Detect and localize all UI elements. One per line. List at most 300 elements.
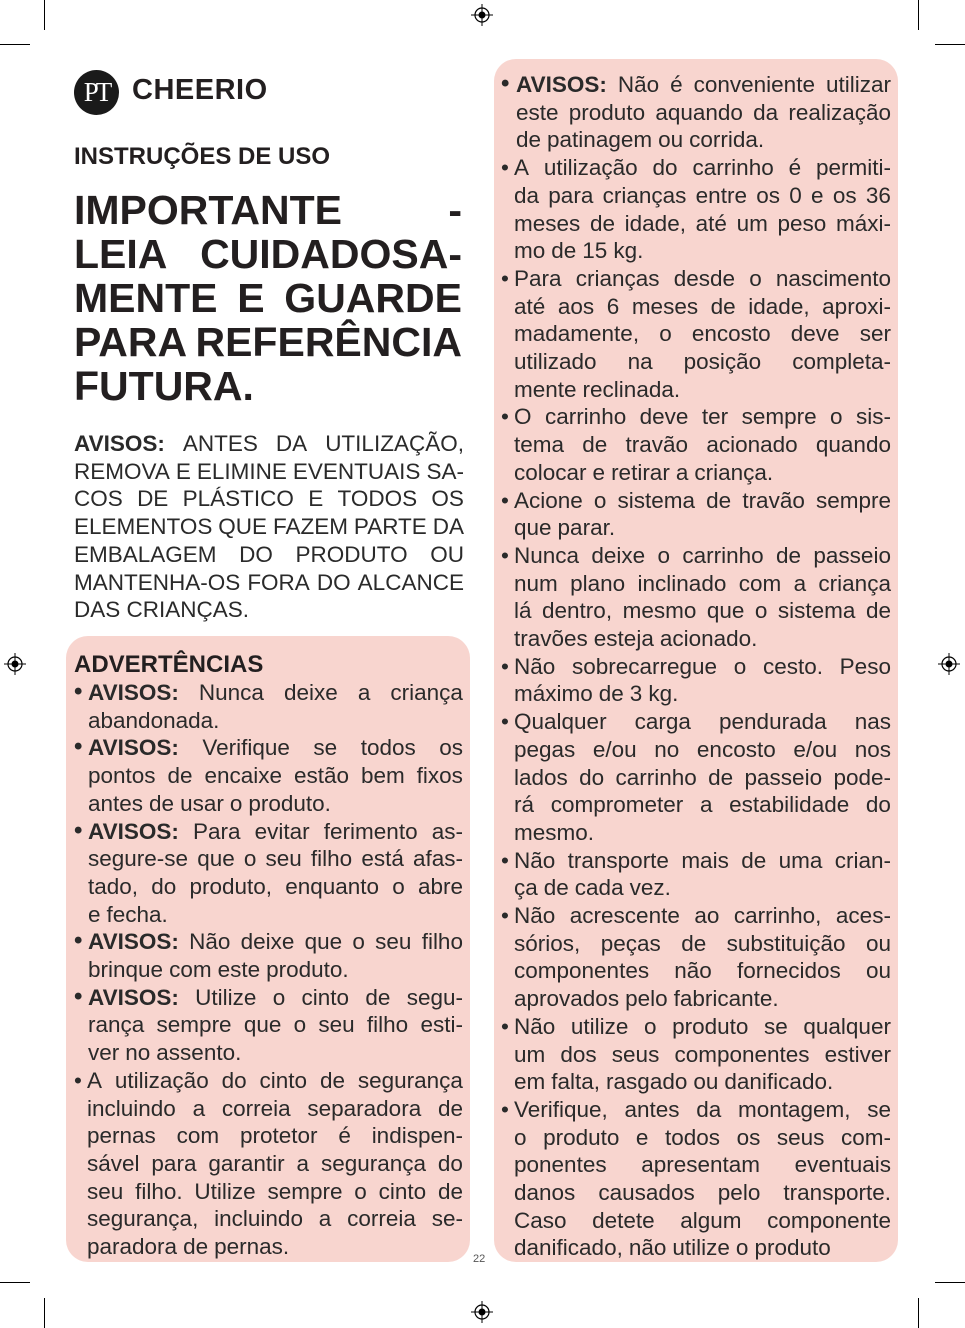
warning-word: o — [392, 873, 405, 899]
intro-warning-word: UTILIZAÇÃO, — [325, 431, 464, 456]
warning-word: se — [867, 1096, 891, 1122]
warning-line — [514, 431, 891, 459]
warning-word: de — [365, 984, 391, 1010]
warning-word: sempre — [156, 1012, 232, 1038]
warning-word: estiver — [824, 1041, 891, 1067]
warning-word: carrinho — [692, 155, 774, 181]
headline-word: LEIA — [74, 231, 168, 277]
warning-text — [514, 653, 891, 708]
intro-warning-word: ELEMENTOS — [74, 514, 213, 540]
warning-word: Não — [514, 903, 556, 928]
warning-line — [87, 1205, 463, 1233]
warning-line — [514, 625, 891, 653]
warning-word: é — [788, 155, 802, 181]
registration-mark-icon — [471, 1301, 493, 1323]
warning-word: qualquer — [803, 1013, 891, 1039]
warning-word: brinque — [88, 957, 164, 982]
bullet-icon: • — [74, 733, 83, 761]
warning-word: um — [514, 1041, 546, 1067]
warning-line — [514, 154, 891, 182]
warning-word: aprovados — [514, 986, 620, 1012]
warning-word: aproxi- — [822, 293, 891, 319]
warning-line — [516, 99, 891, 127]
warning-word: da — [514, 182, 540, 208]
warning-word: que — [514, 515, 552, 541]
warning-word: Verifique, — [514, 1096, 608, 1122]
warning-word: o — [754, 598, 768, 624]
warning-word: filho. — [135, 1178, 183, 1204]
warning-word: cada — [574, 875, 624, 901]
warning-line — [516, 126, 891, 154]
intro-warning-word: OS — [431, 486, 464, 512]
warning-word: o — [749, 265, 762, 291]
warning-word: nos — [854, 736, 891, 762]
warning-word: Não — [514, 1013, 556, 1039]
warning-word: transporte — [567, 847, 669, 873]
warning-word: segu- — [406, 984, 463, 1010]
warning-word: de — [710, 293, 736, 319]
warning-word: pelo — [625, 986, 668, 1012]
warning-word: se- — [431, 1206, 463, 1232]
warning-word: Caso — [514, 1207, 567, 1233]
warning-text — [87, 1067, 463, 1261]
warning-word: todos — [664, 1124, 721, 1150]
warning-word: ou — [865, 958, 891, 984]
crop-mark — [44, 1298, 45, 1328]
warning-word: e — [811, 182, 824, 208]
warning-word: mais — [681, 847, 729, 873]
warning-word: de — [437, 1095, 463, 1121]
warning-word: de — [167, 763, 193, 789]
warning-line — [88, 845, 463, 873]
warning-word: deixe — [284, 680, 338, 705]
intro-warning-word: EVENTUAIS — [292, 458, 421, 484]
warning-word: paradora — [87, 1234, 178, 1260]
warning-word: cinto — [301, 984, 350, 1010]
warning-word: do — [151, 873, 177, 899]
intro-warning-word: DE — [137, 486, 169, 512]
warning-word: bem — [360, 763, 405, 789]
headline-word: IMPORTANTE — [74, 187, 343, 233]
warning-word: esteja — [593, 626, 654, 651]
warning-word: esti- — [420, 1012, 463, 1038]
warning-line — [514, 237, 891, 265]
warning-word: de — [319, 1067, 345, 1093]
warning-word: os — [736, 1124, 761, 1150]
headline-word: FUTURA. — [74, 363, 254, 409]
warning-line — [514, 348, 891, 376]
warning-word: danificado, — [514, 1235, 623, 1261]
warning-word: colocar — [514, 459, 587, 485]
warning-word: lá — [514, 598, 532, 624]
warning-word: este — [217, 957, 261, 982]
warning-word: que — [243, 1012, 282, 1038]
warning-word: mesmo. — [514, 819, 595, 845]
warning-word: o — [735, 1235, 749, 1261]
warning-word: pode- — [833, 764, 891, 790]
warning-word: Nunca — [198, 680, 264, 705]
warning-word: peças — [600, 930, 661, 956]
warning-word: este — [516, 99, 559, 125]
warning-word: garantir — [208, 1150, 285, 1176]
warnings-title: ADVERTÊNCIAS — [74, 651, 264, 678]
warning-word: o — [830, 404, 843, 430]
registration-mark-icon — [938, 653, 960, 675]
warning-word: patinagem — [547, 127, 653, 153]
warning-word: sempre — [741, 404, 817, 430]
warning-line — [87, 1095, 463, 1123]
warning-word: componente — [767, 1207, 891, 1233]
warning-word: para — [151, 1150, 197, 1176]
warning-word: pegas — [514, 736, 576, 762]
warning-text — [88, 734, 463, 817]
warning-line — [514, 1068, 891, 1096]
warning-word: para — [548, 182, 594, 208]
warning-word: O — [514, 404, 532, 430]
warning-word: danificado. — [724, 1069, 834, 1095]
bullet-icon: • — [501, 847, 509, 873]
bullet-icon: • — [74, 927, 83, 955]
crop-mark — [935, 1282, 965, 1283]
warning-word: do — [437, 1150, 463, 1176]
warning-word: desde — [673, 265, 736, 291]
warning-word: a — [699, 792, 713, 818]
warning-word: segurança — [357, 1067, 463, 1093]
warning-word: detete — [592, 1207, 655, 1233]
intro-warning-word: PRODUTO — [295, 541, 408, 567]
section-subtitle: INSTRUÇÕES DE USO — [74, 143, 331, 170]
warning-word: causados — [598, 1180, 695, 1205]
warning-word: rá — [514, 792, 535, 818]
intro-warning-word: ALCANCE — [357, 569, 464, 595]
warning-word: evitar — [254, 818, 310, 844]
warning-word: peso — [777, 210, 827, 236]
warning-word: estão — [293, 763, 350, 789]
intro-warning-line — [74, 458, 464, 486]
warning-word: o — [514, 1124, 527, 1150]
warning-word: produto — [568, 99, 646, 125]
warning-text — [88, 928, 463, 983]
warning-word: o — [352, 929, 365, 955]
warning-word: idade, — [624, 210, 686, 236]
warning-word: sobrecarregue — [571, 653, 718, 679]
warning-word: comprometer — [550, 792, 684, 818]
warning-line — [514, 1096, 891, 1124]
warning-word: seu — [375, 929, 412, 955]
warning-word: de — [681, 930, 707, 956]
warning-word: produto — [672, 1013, 749, 1039]
warning-word: Nunca — [514, 542, 580, 568]
warning-line — [514, 930, 891, 958]
warning-line — [514, 265, 891, 293]
intro-warning-word: COS — [74, 486, 123, 512]
warning-word: cinto — [259, 1067, 308, 1093]
warning-word: antes — [88, 790, 144, 816]
warning-word: aquando — [655, 99, 743, 125]
warning-word: com — [169, 957, 212, 982]
headline-word: PARA — [74, 319, 188, 365]
warning-word: e — [635, 1124, 649, 1150]
warning-line — [87, 1150, 463, 1178]
warning-word: meses — [631, 293, 699, 319]
warning-word: incluindo — [214, 1206, 303, 1232]
warning-word: é — [670, 72, 683, 97]
warning-word: de — [741, 847, 767, 873]
warning-word: segurança — [320, 1150, 427, 1176]
warning-text — [514, 154, 891, 265]
warning-word: Peso — [839, 653, 891, 679]
warning-word: carrinho — [544, 404, 627, 430]
warning-word: pernas — [87, 1123, 156, 1149]
bullet-icon: • — [74, 982, 83, 1010]
warning-line — [88, 707, 463, 735]
warning-word: carga — [634, 709, 691, 735]
headline-word: GUARDE — [284, 275, 462, 321]
warning-word: incluindo — [87, 1095, 176, 1121]
warning-word: vez. — [629, 875, 671, 901]
warning-word: produto. — [248, 790, 331, 816]
warning-word: de — [551, 238, 577, 264]
warning-word: pontos — [88, 763, 156, 789]
warning-word: seu — [318, 1012, 355, 1038]
warning-word: usar — [180, 790, 224, 816]
warning-line — [88, 818, 463, 846]
warning-word: do — [579, 764, 605, 790]
intro-warning-line — [74, 485, 464, 513]
warning-word: do — [865, 792, 891, 818]
warning-word: travão — [625, 432, 689, 458]
warning-word: inclinado — [637, 570, 727, 596]
warning-word: acrescente — [569, 903, 680, 928]
warning-word: pelo — [717, 1180, 761, 1205]
warning-word: enquanto — [285, 873, 380, 899]
warning-word: até — [514, 293, 546, 319]
warning-word: de — [437, 1178, 463, 1204]
warning-word: reclinada. — [582, 376, 681, 402]
warning-word: de — [776, 542, 802, 568]
warning-word: realização — [788, 99, 891, 125]
warning-word: o — [354, 1178, 367, 1204]
warning-word: acionado — [706, 432, 798, 458]
intro-warning-word: FAZEM — [272, 514, 348, 540]
warning-line — [514, 459, 891, 487]
warning-word: quando — [815, 432, 891, 458]
warning-word: de — [589, 210, 615, 236]
warning-word: nascimento — [775, 265, 891, 291]
warning-line — [514, 210, 891, 238]
intro-warning-word: DA — [275, 431, 308, 456]
warning-word: 3 — [629, 681, 643, 707]
crop-mark — [0, 44, 30, 45]
warning-word: madamente, — [514, 321, 640, 347]
warning-word: ou — [693, 1069, 719, 1095]
warning-label: AVISOS: — [88, 929, 179, 955]
warning-line — [88, 901, 463, 929]
intro-warning-label: AVISOS: — [74, 431, 165, 456]
warning-word: utilize — [570, 1013, 629, 1039]
intro-warning-word: DO — [239, 541, 273, 567]
warning-word: de — [149, 790, 175, 816]
warning-word: está — [361, 846, 404, 872]
warning-word: utilização — [114, 1067, 209, 1093]
warning-line — [514, 708, 891, 736]
warning-word: a — [296, 1150, 310, 1176]
intro-warning-word: MANTENHA-OS — [74, 569, 241, 595]
warning-word: é — [338, 1123, 351, 1149]
warning-line — [514, 293, 891, 321]
warning-word: de — [865, 598, 891, 624]
headline-word: - — [448, 187, 462, 233]
warning-word: encaixe — [204, 763, 283, 789]
warning-word: utilização — [543, 155, 638, 181]
headline-line — [74, 276, 462, 320]
intro-warning-word: QUE — [218, 514, 268, 540]
warning-word: ao — [694, 903, 720, 928]
language-badge: PT — [74, 70, 119, 115]
warning-word: criança. — [694, 459, 774, 485]
bullet-icon: • — [501, 542, 509, 568]
warning-word: que — [197, 846, 235, 872]
warning-word: abre — [417, 873, 463, 899]
warning-line — [88, 1011, 463, 1039]
warning-word: rasgado — [606, 1069, 688, 1095]
warning-word: deixe — [240, 929, 295, 955]
warning-word: meses — [514, 210, 581, 236]
warning-word: ser — [859, 321, 891, 347]
warning-word: pernas. — [214, 1234, 290, 1260]
warning-word: permiti- — [815, 155, 891, 181]
warning-word: mo — [514, 238, 546, 264]
warning-word: algum — [680, 1207, 742, 1233]
warning-word: os — [756, 182, 780, 208]
warning-word: conveniente — [693, 72, 815, 97]
warning-word: o — [644, 1013, 657, 1039]
warning-word: a — [192, 1095, 206, 1121]
warning-word: afas- — [412, 846, 463, 872]
warning-word: no — [654, 736, 680, 762]
warning-line — [88, 873, 463, 901]
intro-warning-word: DA — [432, 514, 464, 540]
headline-line — [74, 232, 462, 276]
warning-word: 0 — [789, 182, 802, 208]
warning-line — [514, 570, 891, 598]
warning-word: pendurada — [719, 709, 827, 735]
bullet-icon: • — [74, 1067, 82, 1093]
warning-word: 15 — [582, 238, 608, 264]
warning-line — [514, 542, 891, 570]
warning-word: a — [793, 570, 807, 596]
warning-word: com — [738, 570, 782, 596]
warning-word: de — [706, 487, 732, 513]
warning-word: ferimento — [323, 818, 418, 844]
warning-word: seu — [87, 1178, 124, 1204]
warning-line — [88, 734, 463, 762]
warning-text — [514, 902, 891, 1013]
bullet-icon: • — [501, 265, 509, 291]
warning-line — [514, 985, 891, 1013]
warning-word: da — [696, 1096, 722, 1122]
warning-word: sórios, — [514, 930, 581, 956]
warning-word: estabilidade — [729, 792, 850, 818]
warning-line — [87, 1122, 463, 1150]
warning-word: não — [628, 1235, 667, 1261]
warning-word: ter — [701, 404, 729, 430]
warning-line — [514, 653, 891, 681]
warning-word: abandonada. — [88, 707, 220, 733]
warning-word: de — [582, 432, 608, 458]
intro-warning-line — [74, 430, 464, 458]
warning-line — [514, 1234, 891, 1262]
warning-word: sis- — [855, 404, 891, 430]
warning-word: o — [657, 542, 671, 568]
warning-word: transporte. — [783, 1180, 891, 1205]
warning-word: Utilize — [195, 984, 257, 1010]
warning-word: Não — [514, 653, 556, 679]
warning-word: travão — [742, 487, 805, 513]
warning-word: sempre — [815, 487, 891, 513]
warning-line — [514, 847, 891, 875]
warning-word: retirar — [611, 459, 670, 485]
intro-warning-word: PLÁSTICO — [182, 486, 294, 512]
warning-line — [88, 956, 463, 984]
bullet-icon: • — [501, 155, 509, 181]
warning-word: se — [313, 735, 338, 761]
warning-word: correia — [347, 1206, 416, 1232]
warning-word: mesmo — [622, 598, 697, 624]
warning-word: sável — [87, 1150, 140, 1176]
warning-line — [88, 762, 463, 790]
headline-word: CUIDADOSA- — [200, 231, 462, 277]
warning-text — [88, 984, 463, 1067]
warning-line — [514, 320, 891, 348]
intro-warning-line — [74, 541, 464, 569]
warning-word: encosto — [691, 321, 771, 347]
warning-text — [88, 818, 463, 929]
warning-word: montagem, — [737, 1096, 851, 1122]
warning-line — [87, 1067, 463, 1095]
warning-word: de — [708, 764, 734, 790]
warning-word: nas — [854, 709, 891, 735]
warning-word: de — [543, 875, 569, 901]
intro-warning-word: OU — [430, 541, 464, 567]
warning-line — [87, 1233, 463, 1261]
warning-word: posição — [683, 349, 762, 374]
warning-word: passeio — [744, 764, 823, 790]
warning-word: filho — [310, 846, 353, 872]
warning-word: Para — [514, 265, 562, 291]
warning-word: o — [272, 984, 286, 1010]
bullet-icon: • — [74, 816, 83, 844]
warning-word: 6 — [606, 293, 620, 319]
headline-word: REFERÊNCIA — [195, 319, 462, 365]
warning-word: crianças — [602, 182, 687, 208]
warning-word: na — [627, 349, 653, 374]
intro-warning-word: TODOS — [337, 486, 418, 512]
warning-word: entre — [695, 182, 747, 208]
warning-line — [514, 597, 891, 625]
warning-line — [514, 1179, 891, 1207]
crop-mark — [44, 0, 45, 30]
warning-word: ou — [865, 930, 891, 956]
warning-line — [514, 819, 891, 847]
warning-line — [514, 182, 891, 210]
registration-mark-icon — [471, 4, 493, 26]
warning-word: ponentes — [514, 1152, 607, 1178]
warning-word: carrinho, — [733, 903, 822, 928]
warning-word: protetor — [239, 1123, 318, 1149]
warning-word: plano — [570, 570, 626, 596]
intro-warning-word: EMBALAGEM — [74, 541, 217, 567]
